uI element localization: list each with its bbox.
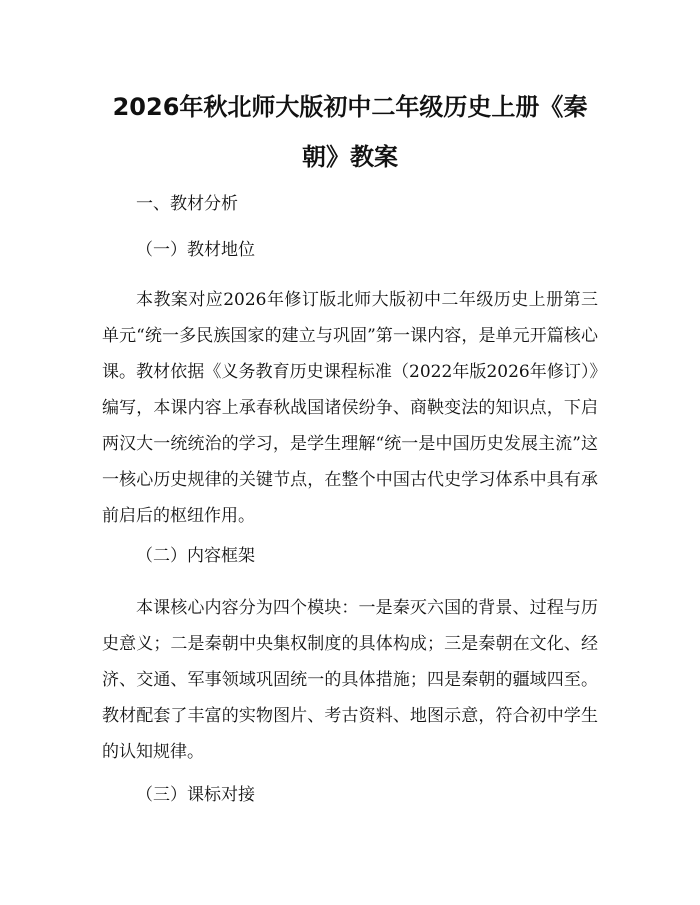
subsection-heading-curriculum-alignment: （三）课标对接 (136, 785, 255, 805)
subsection-heading-textbook-position: （一）教材地位 (136, 240, 255, 260)
section-heading-textbook-analysis: 一、教材分析 (136, 194, 238, 214)
subsection-heading-content-framework: （二）内容框架 (136, 546, 255, 566)
paragraph-content-framework: 本课核心内容分为四个模块：一是秦灭六国的背景、过程与历史意义；二是秦朝中央集权制度的具体构成；三是秦朝在文化、经济、交通、军事领域巩固统一的具体措施；四是秦朝的疆域四至。教材配套了丰富的实物图片、考古资料、地图示意，符合初中学生的认知规律。 (102, 598, 598, 762)
paragraph-textbook-position: 本教案对应2026年修订版北师大版初中二年级历史上册第三单元“统一多民族国家的建立与巩固”第一课内容，是单元开篇核心课。教材依据《义务教育历史课程标准（2022年版2026年修订）》编写，本课内容上承春秋战国诸侯纷争、商鞅变法的知识点，下启两汉大一统统治的学习，是学生理解“统一是中国历史发展主流”这一核心历史规律的关键节点，在整个中国古代史学习体系中具有承前启后的枢纽作用。 (102, 290, 598, 526)
document-title: 2026年秋北师大版初中二年级历史上册《秦朝》教案 (112, 93, 588, 171)
